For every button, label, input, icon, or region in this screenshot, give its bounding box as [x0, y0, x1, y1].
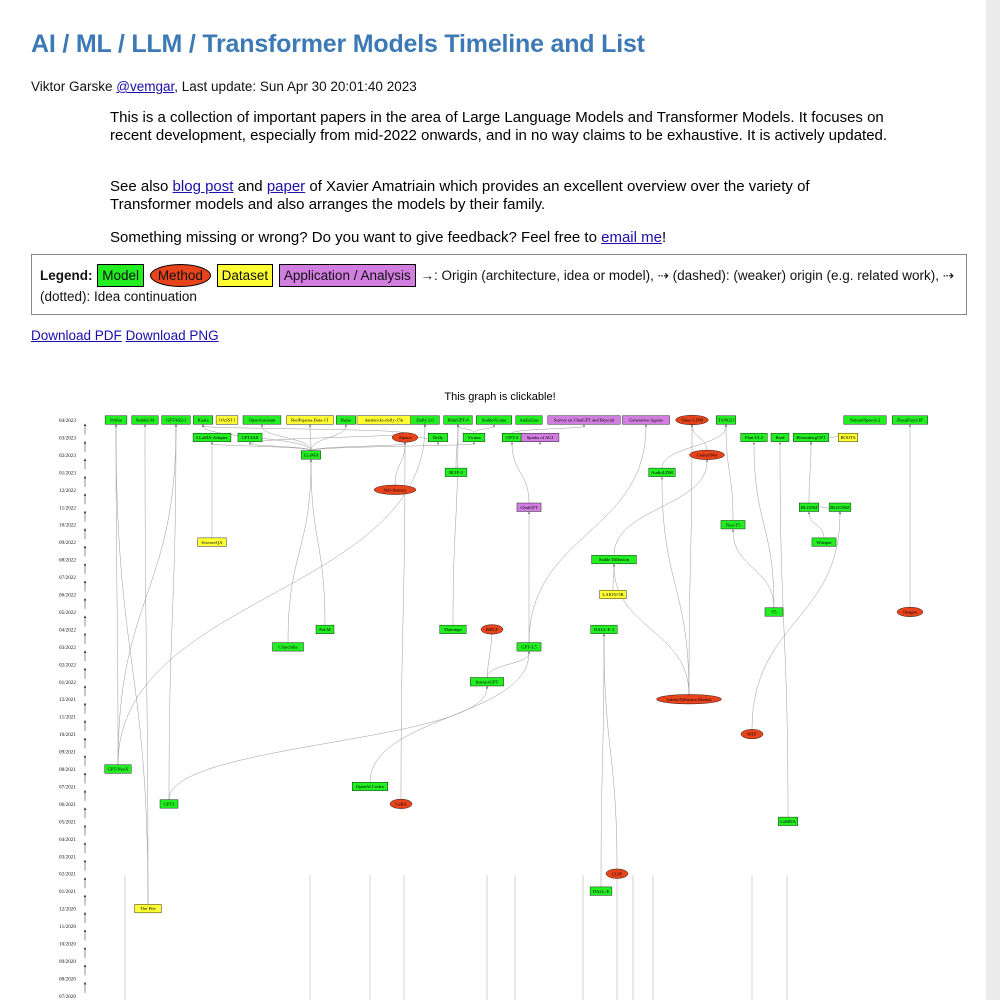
- node-label: DeepFloyd IF: [897, 417, 923, 423]
- author-name: Viktor Garske: [31, 79, 113, 94]
- node-pythia[interactable]: [105, 416, 127, 425]
- month-label-10-2020: 10/2020: [58, 941, 76, 948]
- edge-arrow-head: [583, 424, 585, 427]
- node-dolly[interactable]: [428, 433, 448, 442]
- edge-gpt-3-5-to-generative-agents: [526, 426, 646, 642]
- edge-arrow-head: [613, 564, 615, 567]
- axis-arrow-head: [84, 790, 86, 793]
- month-label-05-2021: 05/2021: [58, 819, 76, 826]
- node-gpt-neox[interactable]: [105, 765, 131, 774]
- node-label: LLaMA: [303, 452, 319, 458]
- node-blip-2[interactable]: [445, 468, 467, 477]
- edge-self-instruct-to-alpaca: [395, 444, 405, 486]
- edge-arrow-head: [309, 424, 311, 427]
- legend-dataset-swatch: Dataset: [217, 264, 274, 287]
- edge-arrow-head: [211, 442, 213, 445]
- edge-arrow-head: [732, 529, 734, 532]
- node-stablevicuna[interactable]: [476, 416, 512, 425]
- axis-arrow-head: [84, 493, 86, 496]
- node-label: AudioGen: [519, 417, 539, 423]
- axis-arrow-head: [84, 807, 86, 810]
- node-label: StableLM: [135, 417, 155, 423]
- edge-arrow-head: [779, 442, 781, 445]
- node-whisper[interactable]: [812, 538, 836, 547]
- axis-arrow-head: [84, 738, 86, 741]
- node-label: NaturalSpeech 2: [849, 417, 881, 423]
- legend-label: Legend:: [40, 268, 93, 283]
- node-audiogen[interactable]: [516, 416, 542, 425]
- axis-arrow-head: [84, 476, 86, 479]
- edge-chatgpt-to-gpt-4: [512, 444, 529, 503]
- month-label-10-2021: 10/2021: [58, 732, 76, 739]
- node-label: GPT4All-J: [165, 417, 187, 423]
- node-flan-ul2[interactable]: [741, 433, 767, 442]
- axis-arrow-head: [84, 947, 86, 950]
- node-label: LoRA: [395, 801, 407, 807]
- edge-lamda-to-bard: [780, 444, 788, 817]
- scrollbar[interactable]: [986, 0, 1000, 1000]
- node-label: OpenAssistant: [248, 417, 276, 423]
- node-label: CLIP: [612, 871, 622, 877]
- edge-arrow-head: [603, 634, 605, 637]
- node-clip[interactable]: [606, 869, 628, 879]
- edge-llama-to-vicuna: [311, 444, 474, 451]
- node-dall-e-2[interactable]: [591, 625, 617, 634]
- node-vicuna[interactable]: [463, 433, 485, 442]
- node-controlnet[interactable]: [690, 450, 725, 460]
- node-label: MiniGPT-4: [447, 417, 469, 423]
- node-laion-5b[interactable]: [600, 590, 626, 599]
- node-label: Self-Instruct: [383, 487, 407, 493]
- edge-flamingo-to-minigpt-4: [453, 426, 458, 625]
- node-alpaca[interactable]: [392, 433, 418, 443]
- download-pdf-link[interactable]: Download PDF: [31, 328, 122, 343]
- clickable-note: This graph is clickable!: [444, 391, 556, 403]
- edge-arrow-head: [511, 442, 513, 445]
- edge-controlnet-to-video-ldm: [692, 426, 707, 450]
- month-label-12-2021: 12/2021: [58, 697, 76, 704]
- edge-arrow-head: [909, 424, 911, 427]
- node-scienceqa[interactable]: [198, 538, 227, 547]
- node-llama[interactable]: [301, 451, 321, 460]
- edge-arrow-head: [310, 459, 312, 462]
- month-label-04-2022: 04/2022: [58, 627, 76, 634]
- intro-text: of Xavier Amatriain which provides an excellent overview over the variety of Transformer models and also arranges the models by their family.: [110, 178, 810, 213]
- node-palm[interactable]: [316, 625, 334, 634]
- edge-arrow-head: [528, 512, 530, 515]
- edge-latent-diffusion-models-to-stable-diffusion: [614, 566, 689, 695]
- node-dolly-2-0[interactable]: [411, 416, 440, 425]
- axis-arrow-head: [84, 842, 86, 845]
- axis-arrow-head: [84, 755, 86, 758]
- node-label: Survey on ChatGPT and Beyond: [553, 417, 615, 423]
- edge-arrow-head: [661, 477, 663, 480]
- edge-flan-t5-to-tango: [726, 426, 733, 520]
- node-label: RHLF: [486, 627, 498, 632]
- edge-arrow-head: [202, 424, 204, 427]
- edge-the-pile-to-stablelm: [145, 426, 148, 904]
- month-label-11-2020: 11/2020: [59, 924, 76, 931]
- legend-model-swatch: Model: [97, 264, 144, 287]
- timeline-axis: [59, 418, 86, 1000]
- axis-arrow-head: [84, 930, 86, 933]
- legend-method-swatch: Method: [150, 264, 211, 287]
- month-label-12-2020: 12/2020: [58, 906, 76, 913]
- intro-paragraph-3: [110, 229, 890, 247]
- edge-the-pile-to-pythia: [116, 426, 148, 904]
- edge-lora-to-alpaca: [401, 444, 405, 800]
- legend-application-swatch: Application / Analysis: [279, 264, 416, 287]
- node-label: DALL-E: [592, 888, 610, 894]
- node-deepfloyd-if[interactable]: [892, 416, 928, 425]
- axis-arrow-head: [84, 546, 86, 549]
- month-label-10-2022: 10/2022: [58, 522, 76, 529]
- edge-arrow-head: [144, 424, 146, 427]
- month-label-02-2022: 02/2022: [58, 662, 76, 669]
- node-label: GPT-3.5: [521, 644, 537, 650]
- intro-text: !: [661, 229, 667, 246]
- axis-arrow-head: [84, 511, 86, 514]
- edge-latent-diffusion-models-to-video-ldm: [689, 426, 692, 695]
- node-label: Dolly 2.0: [416, 417, 434, 423]
- month-label-02-2021: 02/2021: [58, 871, 76, 878]
- month-label-09-2021: 09/2021: [58, 749, 76, 756]
- axis-arrow-head: [84, 650, 86, 653]
- node-boots[interactable]: [838, 433, 858, 442]
- node-label: The Pile: [140, 906, 156, 912]
- node-label: Imagen: [903, 609, 917, 615]
- month-label-02-2023: 02/2023: [58, 452, 76, 459]
- month-label-03-2023: 03/2023: [58, 435, 76, 442]
- month-label-11-2021: 11/2021: [59, 714, 76, 721]
- node-lora[interactable]: [390, 799, 412, 809]
- graph-nodes: [105, 415, 928, 913]
- node-gpt-4[interactable]: [502, 433, 522, 442]
- month-label-06-2022: 06/2022: [58, 592, 76, 599]
- month-label-03-2022: 03/2022: [58, 644, 76, 651]
- edge-arrow-head: [493, 424, 495, 427]
- edge-gpt-neox-to-pythia: [116, 426, 118, 765]
- node-latent-diffusion-models[interactable]: [657, 694, 722, 704]
- month-label-09-2020: 09/2020: [58, 958, 76, 965]
- node-sparks-of-agi[interactable]: [521, 433, 559, 442]
- node-lamda[interactable]: [778, 817, 798, 826]
- node-survey-on-chatgpt-and-beyond[interactable]: [548, 416, 620, 425]
- node-label: ControlNet: [696, 452, 718, 458]
- node-label: BLOOMZ: [830, 504, 850, 510]
- month-label-07-2021: 07/2021: [58, 784, 76, 791]
- edge-arrow-head: [808, 512, 810, 515]
- node-video-ldm[interactable]: [676, 415, 709, 425]
- node-baize[interactable]: [336, 416, 356, 425]
- node-gpt3[interactable]: [160, 800, 178, 809]
- month-label-03-2021: 03/2021: [58, 854, 76, 861]
- edge-alpaca-to-gpt4all: [250, 433, 405, 444]
- paper-link[interactable]: paper: [266, 178, 306, 195]
- edge-openai-codex-to-gpt-3-5: [370, 653, 529, 782]
- axis-arrow-head: [84, 668, 86, 671]
- node-naturalspeech-2[interactable]: [844, 416, 887, 425]
- edge-gpt-4-to-survey-on-chatgpt-and-beyond: [512, 426, 584, 433]
- node-label: Flan-UL2: [744, 435, 764, 441]
- edge-arrow-head: [473, 442, 475, 445]
- edge-gpt-neox-to-dolly-2-0: [118, 426, 425, 765]
- node-label: Stable Diffusion: [598, 557, 630, 563]
- node-label: StableVicuna: [481, 417, 507, 423]
- node-label: Flan-T5: [725, 522, 741, 528]
- node-gpt4all[interactable]: [238, 433, 262, 442]
- node-label: Alpaca: [398, 435, 412, 441]
- month-label-08-2021: 08/2021: [58, 767, 76, 773]
- node-databricks-dolly-15k[interactable]: [357, 416, 411, 425]
- month-label-04-2023: 04/2023: [58, 418, 76, 424]
- node-label: LaMDA: [780, 818, 796, 824]
- month-label-07-2022: 07/2022: [58, 575, 76, 582]
- month-label-08-2022: 08/2022: [58, 557, 76, 564]
- node-t5[interactable]: [765, 608, 783, 617]
- month-label-01-2021: 01/2021: [58, 889, 76, 896]
- download-png-link[interactable]: Download PNG: [125, 328, 219, 343]
- edge-arrow-head: [457, 424, 459, 427]
- edge-clip-to-dall-e-2: [604, 636, 617, 870]
- email-link[interactable]: email me: [601, 229, 662, 246]
- node-rhlf[interactable]: [481, 625, 503, 635]
- node-stable-diffusion[interactable]: [592, 555, 637, 564]
- edge-arrow-head: [261, 424, 263, 427]
- axis-arrow-head: [84, 720, 86, 723]
- download-links: [31, 328, 219, 343]
- edge-whisper-to-bloom: [809, 514, 824, 538]
- node-label: Whisper: [816, 539, 832, 545]
- axis-arrow-head: [84, 703, 86, 706]
- page-title: AI / ML / LLM / Transformer Models Timeline and List: [31, 30, 645, 58]
- axis-arrow-head: [84, 912, 86, 915]
- node-gpt-3-5[interactable]: [517, 643, 541, 652]
- node-generative-agents[interactable]: [622, 416, 669, 425]
- intro-text: See also: [110, 178, 173, 195]
- node-minigpt-4[interactable]: [444, 416, 473, 425]
- edge-arrow-head: [115, 424, 117, 427]
- node-stablelm[interactable]: [132, 416, 158, 425]
- edge-chinchilla-to-llama: [288, 461, 311, 642]
- node-self-instruct[interactable]: [374, 485, 416, 495]
- month-label-07-2020: 07/2020: [58, 993, 76, 1000]
- axis-arrow-head: [84, 982, 86, 985]
- axis-arrow-head: [84, 825, 86, 828]
- node-label: Vicuna: [467, 435, 481, 441]
- axis-arrow-head: [84, 633, 86, 636]
- node-label: RedPajama-Data-1T: [291, 417, 329, 423]
- blog-post-link[interactable]: blog post: [172, 178, 234, 195]
- node-label: LAION-5B: [602, 592, 624, 598]
- node-label: GPT3: [163, 801, 175, 807]
- node-label: Baize: [340, 417, 352, 423]
- edge-arrow-head: [645, 424, 647, 427]
- intro-paragraph-1: This is a collection of important papers in the area of Large Language Models and Transformer Models. It focuses on recent development, especially from mid-2022 onwards, and in no way claims to be exhaustive. It is actively updated.: [110, 109, 888, 144]
- axis-arrow-head: [84, 528, 86, 531]
- byline: [31, 79, 417, 94]
- last-update-text: , Last update: Sun Apr 30 20:01:40 2023: [174, 79, 417, 94]
- axis-arrow-head: [84, 964, 86, 967]
- axis-arrow-head: [84, 458, 86, 461]
- axis-arrow-head: [84, 441, 86, 444]
- edge-vicuna-to-minigpt-4: [458, 426, 474, 433]
- intro-text: and: [233, 178, 267, 195]
- month-label-04-2021: 04/2021: [58, 836, 76, 843]
- edge-llama-to-llama-adapter: [212, 444, 311, 451]
- edge-palm-to-llama: [311, 461, 325, 625]
- node-imagen[interactable]: [897, 607, 923, 617]
- axis-arrow-head: [84, 877, 86, 880]
- node-label: BOOTS: [840, 435, 856, 441]
- node-label: BLOOM: [800, 504, 818, 510]
- node-the-pile[interactable]: [135, 904, 161, 913]
- month-label-05-2022: 05/2022: [58, 609, 76, 616]
- month-label-06-2021: 06/2021: [58, 801, 76, 808]
- edge-vicuna-to-stablevicuna: [474, 426, 494, 433]
- node-label: Video LDM: [680, 417, 704, 423]
- graph-edges: [115, 416, 911, 1000]
- edge-arrow-head: [725, 424, 727, 427]
- node-label: Chinchilla: [278, 644, 298, 650]
- node-label: InstructGPT: [475, 679, 499, 685]
- month-label-08-2020: 08/2020: [58, 976, 76, 983]
- legend-description: →: Origin (architecture, idea or model), ⇢ (dashed): (weaker) origin (e.g. related work), ⇢ (dotted): Idea continuation: [40, 268, 955, 304]
- node-dall-e[interactable]: [590, 887, 612, 896]
- month-label-01-2023: 01/2023: [58, 470, 76, 477]
- node-label: T5: [771, 609, 777, 615]
- node-chatgpt[interactable]: [517, 503, 541, 512]
- axis-arrow-head: [84, 581, 86, 584]
- node-koala[interactable]: [193, 416, 213, 425]
- node-bloomz[interactable]: [829, 503, 851, 512]
- edge-t5-to-flan-ul2: [754, 444, 774, 608]
- node-label: databricks-dolly-15k: [364, 417, 404, 423]
- edge-arrow-head: [753, 442, 755, 445]
- node-label: PaLM: [319, 627, 331, 632]
- node-mtf[interactable]: [741, 729, 763, 739]
- axis-arrow-head: [84, 685, 86, 688]
- node-label: MTF: [747, 731, 757, 737]
- edge-arrow-head: [175, 424, 177, 427]
- intro-paragraph-2: [110, 178, 890, 214]
- edge-instructgpt-to-gpt-3-5: [487, 653, 529, 677]
- node-label: Koala: [197, 417, 209, 423]
- node-tango[interactable]: [716, 416, 736, 425]
- edge-bloom-to-bloomberggpt: [809, 444, 811, 503]
- axis-arrow-head: [84, 860, 86, 863]
- axis-arrow-head: [84, 615, 86, 618]
- node-label: OASST1: [218, 417, 236, 423]
- edge-alpaca-to-koala: [203, 426, 405, 433]
- node-label: Generative Agents: [628, 417, 664, 423]
- node-llama-adapter[interactable]: [193, 433, 231, 442]
- edge-latent-diffusion-models-to-audioldm: [662, 479, 689, 695]
- node-label: LLaMA-Adapter: [196, 435, 228, 441]
- node-label: Flamingo: [444, 627, 462, 632]
- author-handle-link[interactable]: @vemgar: [116, 79, 175, 94]
- month-label-11-2022: 11/2022: [59, 505, 76, 512]
- axis-arrow-head: [84, 773, 86, 776]
- node-bloom[interactable]: [799, 503, 819, 512]
- month-label-01-2022: 01/2022: [58, 679, 76, 686]
- month-label-12-2022: 12/2022: [58, 487, 76, 494]
- edge-arrow-head: [486, 686, 488, 689]
- edge-dall-e-to-dall-e-2: [601, 636, 604, 887]
- legend-box: [31, 254, 967, 315]
- node-label: Bard: [775, 435, 785, 441]
- node-label: DALL-E 2: [593, 627, 615, 632]
- month-label-09-2022: 09/2022: [58, 540, 76, 547]
- edge-arrow-head: [345, 424, 347, 427]
- intro-text: Something missing or wrong? Do you want to give feedback? Feel free to: [110, 229, 602, 246]
- node-label: BLIP-2: [449, 469, 463, 475]
- node-label: BloombergGPT: [796, 435, 826, 441]
- node-label: Sparks of AGI: [526, 435, 554, 441]
- axis-arrow-head: [84, 895, 86, 898]
- node-redpajama-data-1t[interactable]: [286, 416, 333, 425]
- node-label: TANGO: [718, 417, 734, 423]
- edge-gpt3-to-gpt4all-j: [169, 426, 176, 799]
- node-label: GPT-NeoX: [107, 766, 129, 772]
- node-bloomberggpt[interactable]: [793, 433, 829, 442]
- node-bard[interactable]: [771, 433, 789, 442]
- axis-arrow-head: [84, 563, 86, 566]
- axis-arrow-head: [84, 424, 86, 427]
- node-label: AudioLDM: [651, 469, 673, 475]
- node-label: ScienceQA: [201, 539, 223, 545]
- node-label: Dolly: [432, 435, 444, 441]
- node-label: Pythia: [110, 417, 122, 423]
- node-label: Latent Diffusion Models: [666, 696, 712, 702]
- timeline-graph[interactable]: [0, 405, 986, 1000]
- node-label: OpenAI Codex: [356, 784, 384, 790]
- axis-arrow-head: [84, 598, 86, 601]
- node-gpt4all-j[interactable]: [162, 416, 191, 425]
- node-chinchilla[interactable]: [273, 643, 304, 652]
- node-label: GPT-4: [505, 435, 519, 441]
- node-openassistant[interactable]: [243, 416, 281, 425]
- edge-arrow-head: [528, 651, 530, 654]
- node-oasst1[interactable]: [216, 416, 238, 425]
- node-flan-t5[interactable]: [721, 520, 745, 529]
- node-label: GPT4All: [241, 435, 259, 441]
- node-audioldm[interactable]: [649, 468, 675, 477]
- edge-gpt3-to-instructgpt: [169, 688, 487, 800]
- node-openai-codex[interactable]: [352, 782, 388, 791]
- node-instructgpt[interactable]: [470, 678, 503, 687]
- node-flamingo[interactable]: [440, 625, 466, 634]
- node-label: ChatGPT: [520, 504, 538, 510]
